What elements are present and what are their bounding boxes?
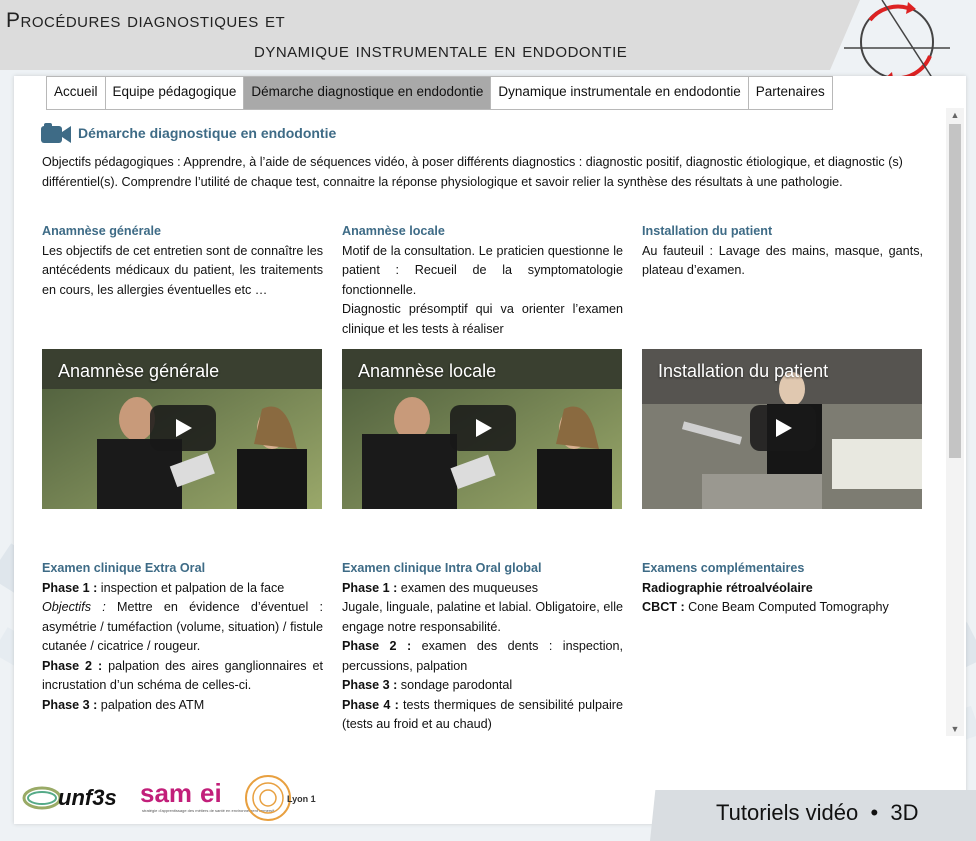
tab-demarche-diagnostique[interactable]: Démarche diagnostique en endodontie	[244, 77, 491, 109]
phase4-label: Phase 4 :	[342, 697, 399, 712]
tab-accueil[interactable]: Accueil	[47, 77, 106, 109]
examens-complementaires-title: Examens complémentaires	[642, 561, 805, 575]
phase1-label: Phase 1 :	[342, 580, 398, 595]
video-camera-icon	[40, 122, 72, 144]
tab-equipe-pedagogique[interactable]: Equipe pédagogique	[106, 77, 245, 109]
video-anamnese-generale[interactable]	[42, 349, 322, 509]
objectifs-label: Objectifs :	[42, 600, 106, 614]
anamnese-locale-block	[342, 222, 623, 339]
tab-bar	[46, 76, 833, 110]
phase2-label: Phase 2 :	[342, 639, 412, 653]
video-installation-patient[interactable]	[642, 349, 922, 509]
phase4-text: tests thermiques de sensibilité pulpaire (tests au froid et au chaud)	[342, 697, 623, 731]
objectifs-text: Mettre en évidence d’éventuel : asymétrie / tuméfaction (volume, situation) / fistule cutanée / cicatrice / rougeur.	[42, 600, 323, 653]
unf3s-logo-text: unf3s	[58, 785, 117, 810]
play-icon[interactable]	[750, 405, 816, 451]
unf3s-logo	[24, 785, 117, 810]
phase2-text: examen des dents : inspection, percussions, palpation	[342, 639, 623, 673]
scroll-up-arrow-icon[interactable]: ▲	[950, 110, 960, 120]
main-panel	[14, 76, 966, 824]
video-anamnese-locale[interactable]	[342, 349, 622, 509]
lyon1-logo	[246, 776, 316, 820]
muqueuses-text: Jugale, linguale, palatine et labial. Obligatoire, elle engage notre responsabilité.	[342, 600, 623, 634]
anamnese-locale-text-2: Diagnostic présomptif qui va orienter l’examen clinique et les tests à réaliser	[342, 302, 623, 336]
anamnese-generale-block	[42, 222, 323, 300]
cbct-text: Cone Beam Computed Tomography	[684, 600, 889, 614]
play-icon[interactable]	[150, 405, 216, 451]
samsei-logo-text-2: ei	[200, 778, 222, 808]
lyon1-logo-text: Lyon 1	[287, 794, 316, 804]
partner-logos	[22, 772, 332, 829]
phase2-label: Phase 2 :	[42, 658, 103, 673]
tab-dynamique-instrumentale[interactable]: Dynamique instrumentale en endodontie	[491, 77, 748, 109]
video-title: Anamnèse générale	[58, 361, 220, 381]
play-icon[interactable]	[450, 405, 516, 451]
anamnese-locale-text: Motif de la consultation. Le praticien questionne le patient : Recueil de la symptomatologie fonctionnelle.	[342, 243, 623, 297]
installation-title: Installation du patient	[642, 224, 773, 238]
anamnese-locale-title: Anamnèse locale	[342, 224, 445, 238]
examen-extra-oral-title: Examen clinique Extra Oral	[42, 561, 206, 575]
title-line-2: dynamique instrumentale en endodontie	[254, 39, 628, 62]
vertical-scrollbar[interactable]	[946, 108, 964, 736]
scrollbar-thumb[interactable]	[949, 124, 961, 458]
phase1-text: inspection et palpation de la face	[97, 580, 285, 595]
title-line-1: Procédures diagnostiques et	[6, 9, 286, 32]
tab-partenaires[interactable]: Partenaires	[755, 84, 825, 99]
video-title: Anamnèse locale	[358, 361, 497, 381]
footer-label: Tutoriels vidéo • 3D	[716, 800, 919, 825]
page-title	[6, 6, 627, 66]
installation-text: Au fauteuil : Lavage des mains, masque, gants, plateau d’examen.	[642, 243, 923, 277]
samsei-logo-subtitle: stratégie d'apprentissage des métiers de santé en environnement immersif	[142, 808, 275, 813]
examen-intra-oral-block	[342, 559, 623, 735]
phase3-label: Phase 3 :	[342, 678, 398, 692]
scroll-down-arrow-icon[interactable]: ▼	[950, 724, 960, 734]
installation-block	[642, 222, 923, 281]
phase2-text: palpation des aires ganglionnaires et incrustation d’un schéma de celles-ci.	[42, 658, 323, 692]
examens-complementaires-block	[642, 559, 923, 618]
phase3-label: Phase 3 :	[42, 697, 98, 712]
anamnese-generale-text: Les objectifs de cet entretien sont de connaître les antécédents médicaux du patient, les traitements en cours, les allergies éventuelles etc …	[42, 243, 323, 297]
cbct-label: CBCT :	[642, 600, 685, 614]
phase1-text: examen des muqueuses	[397, 580, 539, 595]
examen-extra-oral-block	[42, 559, 323, 715]
samsei-logo-text: sam	[140, 778, 193, 808]
phase3-text: palpation des ATM	[97, 697, 205, 712]
objectives-text: Objectifs pédagogiques : Apprendre, à l’aide de séquences vidéo, à poser différents diagnostics : diagnostic positif, diagnostic étiologique, et diagnostic (s) différentiel(s). Comprendre l’utilité de chaque test, connaitre la réponse physiologique et savoir relier la synthèse des résultats à une pathologie.	[42, 155, 903, 189]
section-title: Démarche diagnostique en endodontie	[78, 125, 337, 141]
radiographie-text: Radiographie rétroalvéolaire	[642, 580, 813, 595]
anamnese-generale-title: Anamnèse générale	[42, 224, 161, 238]
phase3-text: sondage parodontal	[397, 678, 513, 692]
section-header	[40, 122, 336, 144]
phase1-label: Phase 1 :	[42, 580, 98, 595]
partner-logo-row	[22, 772, 332, 824]
samsei-logo	[140, 778, 275, 813]
examen-intra-oral-title: Examen clinique Intra Oral global	[342, 561, 542, 575]
content-area[interactable]	[14, 108, 946, 736]
video-title: Installation du patient	[658, 361, 829, 381]
